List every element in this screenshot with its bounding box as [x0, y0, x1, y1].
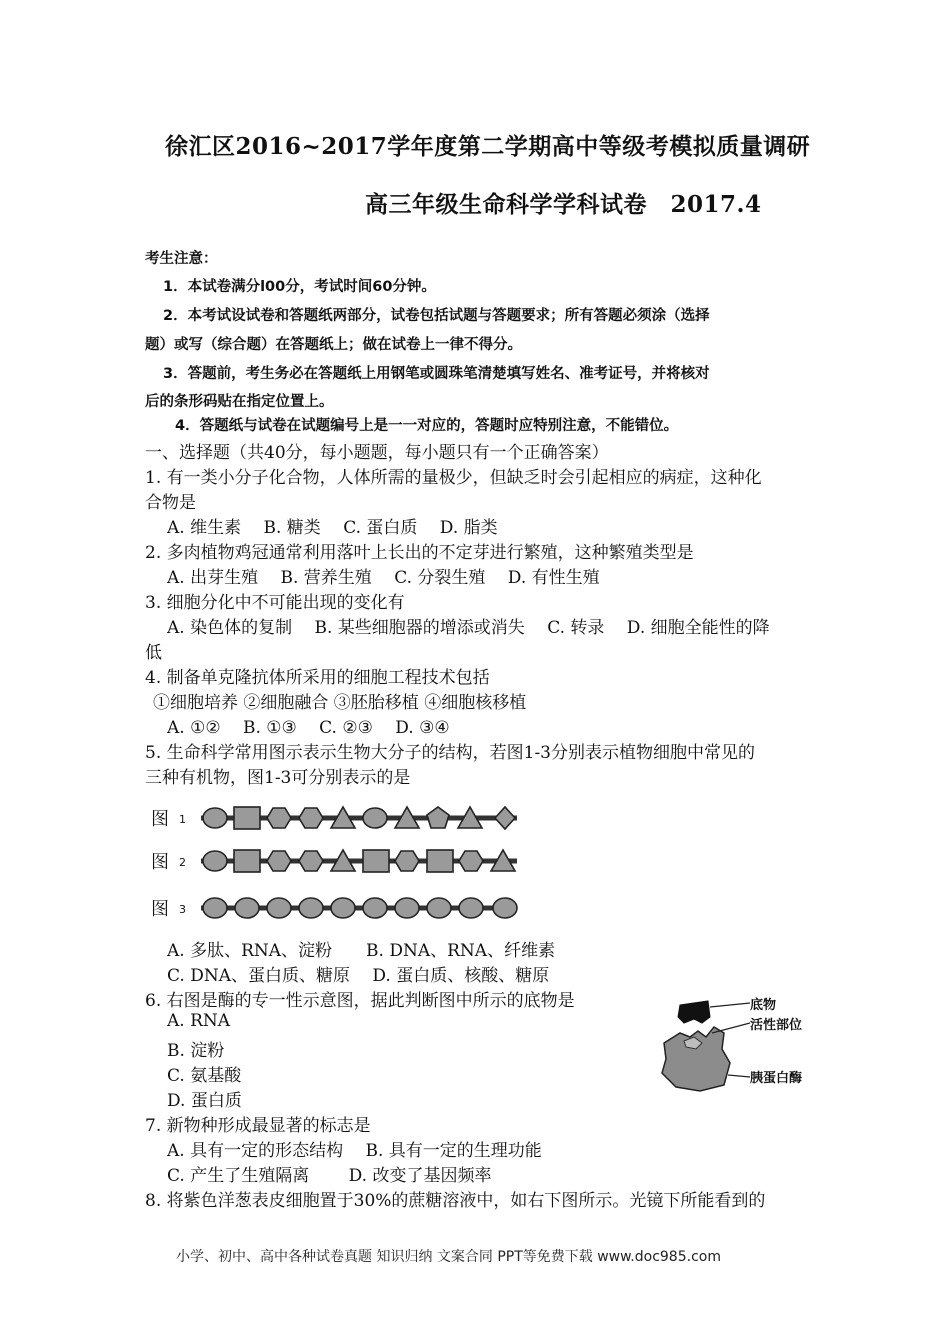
question-3-options-cont: 低 [145, 643, 162, 663]
label-enzyme: 胰蛋白酶 [750, 1071, 803, 1086]
notice-item-1: 1．本试卷满分l00分，考试时间60分钟。 [163, 279, 436, 295]
enzyme-specificity-diagram [650, 993, 825, 1103]
fig1-square [234, 807, 260, 829]
section-heading: 一、选择题（共40分，每小题题，每小题只有一个正确答案） [145, 443, 609, 463]
notice-item-2b: 题）或写（综合题）在答题纸上；做在试卷上一律不得分。 [145, 337, 522, 353]
notice-item-4: 4．答题纸与试卷在试题编号上是一一对应的，答题时应特别注意，不能错位。 [175, 418, 679, 434]
fig1-pentagon [427, 807, 449, 828]
question-8: 8. 将紫色洋葱表皮细胞置于30%的蔗糖溶液中，如右下图所示。光镜下所能看到的 [145, 1191, 766, 1211]
question-1-line2: 合物是 [145, 493, 196, 513]
question-5-options-1: A. 多肽、RNA、淀粉 B. DNA、RNA、纤维素 [167, 941, 556, 961]
label-active-site: 活性部位 [750, 1018, 803, 1033]
fig3-circle [395, 898, 419, 918]
fig3-circle [235, 898, 259, 918]
question-7-options-2: C. 产生了生殖隔离 D. 改变了基因频率 [167, 1166, 492, 1186]
figure-number-1: 1 [179, 813, 186, 826]
fig2-hexagon [299, 851, 323, 871]
fig1-hexagon [299, 808, 323, 828]
question-7: 7. 新物种形成最显著的标志是 [145, 1116, 371, 1136]
fig1-hexagon [267, 808, 291, 828]
question-6-option-b: B. 淀粉 [167, 1041, 225, 1061]
fig1-circle [203, 808, 227, 828]
notice-item-2a: 2．本考试设试卷和答题纸两部分，试卷包括试题与答题要求；所有答题必须涂（选择 [163, 308, 710, 324]
fig2-hexagon [395, 851, 419, 871]
question-3-options: A. 染色体的复制 B. 某些细胞器的增添或消失 C. 转录 D. 细胞全能性的降 [167, 618, 770, 638]
figure-label-3: 图 [151, 899, 169, 920]
question-6: 6. 右图是酶的专一性示意图，据此判断图中所示的底物是 [145, 991, 575, 1011]
fig2-square [234, 850, 260, 872]
page-title: 徐汇区2016~2017学年度第二学期高中等级考模拟质量调研 [165, 133, 811, 160]
fig3-circle [203, 898, 227, 918]
question-5-line2: 三种有机物，图1-3可分别表示的是 [145, 768, 411, 788]
figure-label-1: 图 [151, 809, 169, 830]
fig3-circle [299, 898, 323, 918]
fig1-circle [363, 808, 387, 828]
notice-heading: 考生注意： [145, 251, 218, 267]
question-2-options: A. 出芽生殖 B. 营养生殖 C. 分裂生殖 D. 有性生殖 [167, 568, 600, 588]
question-5-line1: 5. 生命科学常用图示表示生物大分子的结构，若图1-3分别表示植物细胞中常见的 [145, 743, 755, 763]
figure-number-3: 3 [179, 903, 186, 916]
fig3-circle [267, 898, 291, 918]
fig2-hexagon [459, 851, 483, 871]
enzyme-shape [662, 1027, 730, 1091]
question-6-option-c: C. 氨基酸 [167, 1066, 242, 1086]
question-3: 3. 细胞分化中不可能出现的变化有 [145, 593, 405, 613]
fig3-circle [331, 898, 355, 918]
question-5-options-2: C. DNA、蛋白质、糖原 D. 蛋白质、核酸、糖原 [167, 966, 550, 986]
fig3-circle [427, 898, 451, 918]
question-2: 2. 多肉植物鸡冠通常利用落叶上长出的不定芽进行繁殖，这种繁殖类型是 [145, 543, 694, 563]
fig3-circle [493, 898, 517, 918]
label-substrate: 底物 [750, 998, 777, 1013]
footer-text: 小学、初中、高中各种试卷真题 知识归纳 文案合同 PPT等免费下载 www.doc985.com [176, 1249, 721, 1265]
question-4-options: A. ①② B. ①③ C. ②③ D. ③④ [167, 718, 450, 738]
substrate-shape [678, 1001, 710, 1023]
notice-item-3b: 后的条形码贴在指定位置上。 [145, 394, 334, 410]
question-1-options: A. 维生素 B. 糖类 C. 蛋白质 D. 脂类 [167, 518, 498, 538]
fig1-diamond [495, 807, 515, 829]
fig2-square [363, 850, 389, 872]
fig3-circle [459, 898, 483, 918]
fig2-square [427, 850, 453, 872]
question-6-option-d: D. 蛋白质 [167, 1091, 242, 1111]
question-6-option-a: A. RNA [167, 1011, 231, 1031]
fig3-circle [363, 898, 387, 918]
figure-label-2: 图 [151, 852, 169, 873]
fig2-circle [203, 851, 227, 871]
question-7-options-1: A. 具有一定的形态结构 B. 具有一定的生理功能 [167, 1141, 542, 1161]
question-1-line1: 1. 有一类小分子化合物，人体所需的量极少，但缺乏时会引起相应的病症，这种化 [145, 468, 762, 488]
notice-item-3a: 3．答题前，考生务必在答题纸上用钢笔或圆珠笔清楚填写姓名、准考证号，并将核对 [163, 366, 710, 382]
question-4-items: ①细胞培养 ②细胞融合 ③胚胎移植 ④细胞核移植 [153, 693, 527, 713]
figure-number-2: 2 [179, 856, 186, 869]
page-subtitle: 高三年级生命科学学科试卷 2017.4 [365, 191, 762, 218]
fig2-hexagon [267, 851, 291, 871]
macromolecule-diagram [145, 795, 535, 925]
question-4: 4. 制备单克隆抗体所采用的细胞工程技术包括 [145, 668, 490, 688]
